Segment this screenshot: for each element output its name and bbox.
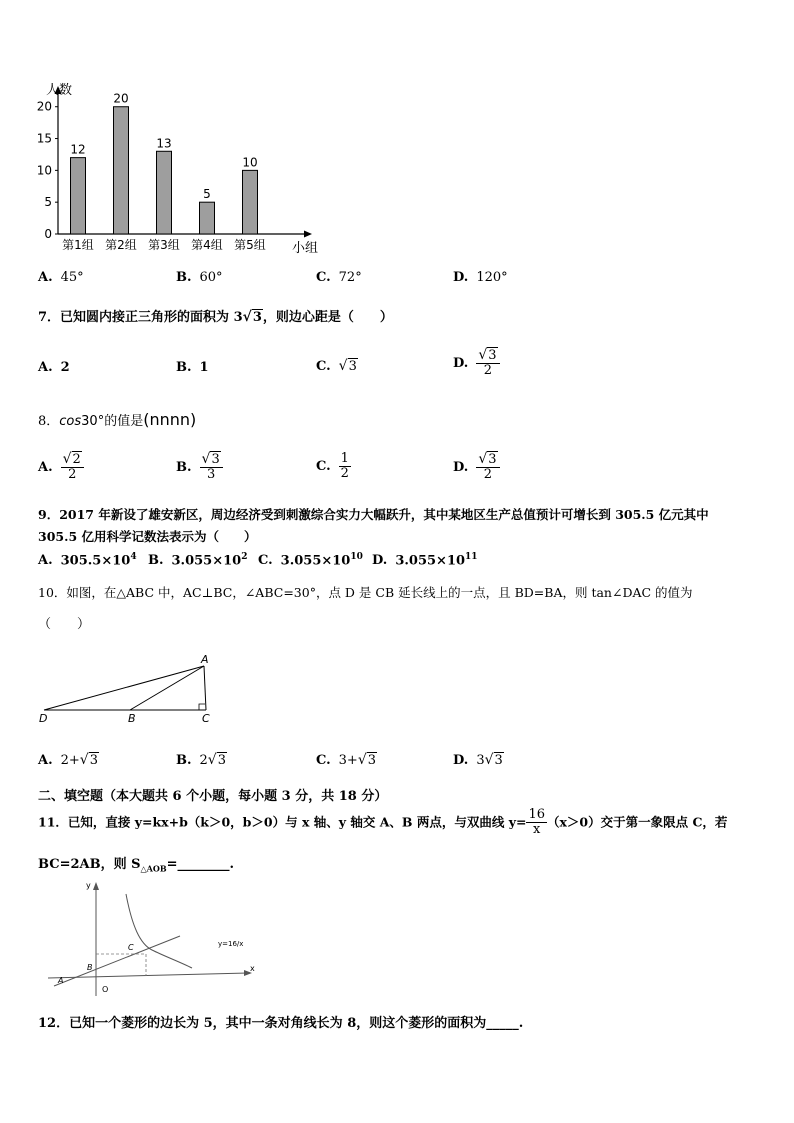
q7-suffix: ，则边心距是（ ） — [262, 310, 393, 325]
category-label: 第2组 — [105, 238, 137, 252]
angle-value: 30° — [81, 414, 105, 429]
exponent: 2 — [241, 552, 248, 562]
q10-option-b — [176, 752, 227, 768]
q11-stem-line2 — [38, 853, 234, 874]
hyperbola-curve — [126, 894, 192, 968]
denominator: 2 — [340, 466, 349, 482]
q11-stem-line1 — [38, 808, 727, 838]
y-tick-label: 5 — [44, 195, 52, 210]
category-label: 第3组 — [148, 238, 180, 252]
point-c-label: C — [202, 712, 210, 725]
bar-value-label: 20 — [113, 91, 129, 106]
hyperbola-figure — [40, 880, 280, 1000]
y-axis-label: 人数 — [46, 83, 73, 98]
point-c-label: C — [128, 943, 134, 952]
option-label: D. — [453, 459, 469, 475]
denominator: 2 — [68, 467, 77, 483]
chart-axes — [55, 86, 313, 238]
radicand: 3 — [89, 753, 98, 768]
option-label: B. — [176, 270, 192, 285]
fraction: $\frac{√3}{2}$ — [476, 452, 499, 483]
right-angle-mark — [199, 704, 205, 710]
option-label: C. — [258, 553, 273, 569]
option-prefix: 2+ — [60, 753, 80, 768]
radicand: 3 — [488, 348, 497, 363]
option-base: 3.055×10 — [171, 553, 242, 569]
q11-part1: 11．已知，直接 y=kx+b（k＞0，b＞0）与 x 轴、y 轴交 A、B 两点，与双曲线 y= — [38, 814, 527, 830]
point-a-label: A — [201, 653, 209, 666]
point-b-label: B — [87, 963, 93, 972]
q8-option-d — [453, 452, 500, 483]
fraction: $\frac{√2}{2}$ — [61, 452, 84, 483]
q8-option-b — [176, 452, 223, 483]
bar — [200, 202, 215, 234]
fraction — [339, 452, 351, 482]
q10-option-c — [316, 752, 377, 768]
category-label: 第1组 — [62, 238, 94, 252]
q9-option-b — [148, 552, 247, 568]
radicand: 3 — [494, 753, 503, 768]
x-axis-arrow — [304, 231, 312, 238]
option-label: B. — [148, 553, 164, 569]
q6-option-a — [38, 270, 84, 285]
y-tick-label: 20 — [36, 99, 52, 114]
q9-stem-line2: 305.5 亿用科学记数法表示为（ ） — [38, 529, 257, 544]
bar-value-label: 13 — [156, 136, 172, 151]
origin-label: O — [102, 985, 109, 994]
q8-option-c — [316, 452, 351, 482]
x-axis-label: 小组 — [292, 241, 319, 256]
q10-option-d — [453, 752, 504, 768]
q7-option-a — [38, 360, 70, 375]
option-label: A. — [38, 753, 53, 768]
option-text: 1 — [199, 360, 209, 375]
sqrt-symbol: √3 — [79, 752, 98, 768]
q7-option-d — [453, 348, 500, 379]
cos-function: cos — [59, 414, 82, 429]
option-label: A. — [38, 553, 53, 569]
x-axis — [48, 973, 248, 978]
fraction: $\frac{√3}{3}$ — [200, 452, 223, 483]
sqrt-symbol: √3 — [484, 752, 503, 768]
option-label: A. — [38, 360, 53, 375]
q11-part2: （x＞0）交于第一象限点 C，若 — [546, 814, 728, 830]
bar-chart — [30, 80, 330, 258]
numerator: 16 — [528, 807, 545, 822]
q7-option-c — [316, 358, 358, 374]
sqrt-symbol: √3 — [338, 358, 357, 374]
option-base: 3.055×10 — [395, 553, 466, 569]
line-ba — [130, 666, 204, 710]
option-text: 2 — [60, 360, 70, 375]
q9-option-d — [372, 552, 478, 568]
exponent: 4 — [130, 552, 137, 562]
option-label: B. — [176, 459, 192, 475]
q11-line2-post: =________. — [166, 857, 235, 872]
q8-option-a — [38, 452, 84, 483]
radicand: 3 — [252, 310, 262, 325]
option-label: D. — [372, 553, 388, 569]
bar-value-label: 12 — [70, 142, 86, 157]
answer-paren: (nnnn) — [143, 410, 197, 429]
line-ac — [204, 666, 206, 710]
bar — [114, 107, 129, 234]
x-label: x — [250, 964, 255, 973]
fraction — [526, 808, 547, 838]
q6-option-d — [453, 270, 508, 285]
point-d-label: D — [39, 712, 48, 725]
point-b-label: B — [128, 712, 136, 725]
option-text: 72° — [338, 270, 362, 285]
line-da — [44, 666, 204, 710]
option-prefix: 2 — [199, 753, 208, 768]
sqrt-symbol: √3 — [357, 752, 377, 768]
radicand: 3 — [211, 452, 220, 467]
category-label: 第5组 — [234, 238, 266, 252]
option-label: A. — [38, 459, 53, 475]
q6-option-c — [316, 270, 362, 285]
option-label: C. — [316, 270, 331, 285]
option-prefix: 3+ — [338, 753, 358, 768]
bar-value-label: 5 — [203, 187, 211, 202]
option-label: B. — [176, 753, 192, 768]
bar — [157, 151, 172, 234]
y-tick-label: 15 — [36, 131, 52, 146]
radicand: 3 — [488, 452, 497, 467]
option-label: D. — [453, 753, 469, 768]
q10-option-a — [38, 752, 99, 768]
denominator: 2 — [483, 363, 493, 379]
radicand: 3 — [348, 359, 357, 374]
q9-option-a — [38, 552, 137, 568]
y-label: y — [86, 881, 91, 890]
q12-stem: 12．已知一个菱形的边长为 5，其中一条对角线长为 8，则这个菱形的面积为_____. — [38, 1016, 524, 1031]
q7-option-b — [176, 360, 209, 375]
option-prefix: 3 — [476, 753, 485, 768]
y-axis-arrow — [93, 882, 99, 890]
y-tick-label: 10 — [36, 163, 52, 178]
exponent: 10 — [350, 552, 363, 562]
category-label: 第4组 — [191, 238, 223, 252]
q8-stem — [38, 410, 196, 429]
bar-value-label: 10 — [242, 155, 258, 170]
option-label: A. — [38, 270, 53, 285]
triangle-figure — [30, 650, 230, 730]
numerator: 1 — [340, 451, 349, 466]
fraction: $\frac{√3}{2}$ — [476, 348, 499, 379]
option-label: D. — [453, 355, 469, 371]
denominator: 2 — [483, 467, 493, 483]
subscript: △AOB — [140, 863, 167, 874]
denominator: 3 — [206, 467, 216, 483]
q10-stem-line1: 10．如图，在△ABC 中，AC⊥BC，∠ABC=30°，点 D 是 CB 延长线上的一点，且 BD=BA，则 tan∠DAC 的值为 — [38, 585, 693, 600]
curve-label: y=16/x — [218, 940, 244, 948]
q8-suffix: 的值是 — [104, 414, 144, 429]
bar — [71, 158, 86, 234]
radicand: 3 — [367, 753, 377, 768]
q8-number: 8． — [38, 414, 60, 429]
sqrt-symbol: √3 — [207, 752, 226, 768]
radicand: 2 — [72, 452, 81, 467]
line-ab — [54, 936, 180, 986]
option-label: B. — [176, 360, 192, 375]
bar — [243, 170, 258, 234]
sqrt-symbol: √3 — [242, 309, 262, 325]
q11-line2-pre: BC=2AB，则 S — [38, 857, 141, 872]
option-label: D. — [453, 270, 469, 285]
option-base: 3.055×10 — [280, 553, 351, 569]
option-text: 60° — [199, 270, 223, 285]
q9-option-c — [258, 552, 363, 568]
section-heading: 二、填空题（本大题共 6 个小题，每小题 3 分，共 18 分） — [38, 789, 388, 804]
option-label: C. — [316, 459, 331, 475]
option-label: C. — [316, 359, 331, 374]
y-tick-label: 0 — [44, 227, 52, 241]
denominator: x — [533, 822, 541, 838]
option-text: 120° — [476, 270, 508, 285]
point-a-label: A — [58, 976, 64, 985]
q7-stem — [38, 306, 393, 325]
radicand: 3 — [217, 753, 226, 768]
option-label: C. — [316, 753, 331, 768]
exponent: 11 — [465, 552, 478, 562]
option-base: 305.5×10 — [60, 553, 131, 569]
q6-option-b — [176, 270, 223, 285]
option-text: 45° — [60, 270, 84, 285]
q9-stem-line1: 9．2017 年新设了雄安新区，周边经济受到刺激综合实力大幅跃升，其中某地区生产总值预计可增长到 305.5 亿元其中 — [38, 507, 709, 522]
q10-stem-line2: （ ） — [38, 617, 91, 632]
q7-prefix: 7．已知圆内接正三角形的面积为 3 — [38, 310, 243, 325]
